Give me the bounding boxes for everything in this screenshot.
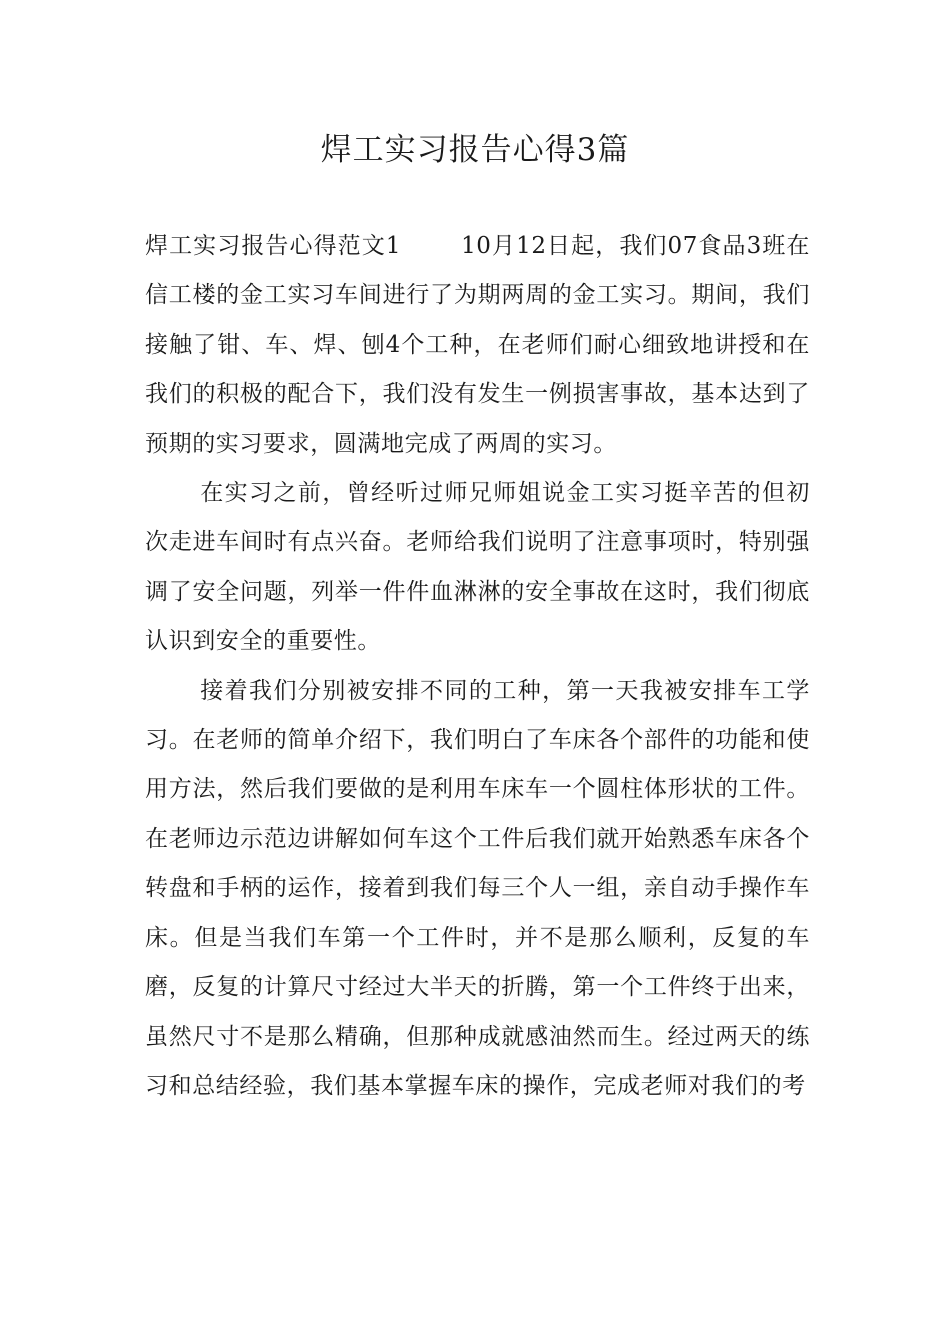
paragraph-1-text: 10月12日起，我们07食品3班在信工楼的金工实习车间进行了为期两周的金工实习。期间，我们接触了钳、车、焊、刨4个工种，在老师们耐心细致地讲授和在我们的积极的配合下，我们没有发生一例损害事故，基本达到了预期的实习要求，圆满地完成了两周的实习。 [145, 233, 810, 457]
paragraph-2: 在实习之前，曾经听过师兄师姐说金工实习挺辛苦的但初次走进车间时有点兴奋。老师给我们说明了注意事项时，特别强调了安全问题，列举一件件血淋淋的安全事故在这时，我们彻底认识到安全的重要性。 [145, 480, 810, 655]
document-body [145, 222, 810, 1111]
paragraph-1-lead: 焊工实习报告心得范文1 [145, 233, 402, 259]
paragraph-3: 接着我们分别被安排不同的工种，第一天我被安排车工学习。在老师的简单介绍下，我们明白了车床各个部件的功能和使用方法，然后我们要做的是利用车床车一个圆柱体形状的工件。在老师边示范边讲解如何车这个工件后我们就开始熟悉车床各个转盘和手柄的运作，接着到我们每三个人一组，亲自动手操作车床。但是当我们车第一个工件时，并不是那么顺利，反复的车磨，反复的计算尺寸经过大半天的折腾，第一个工件终于出来，虽然尺寸不是那么精确，但那种成就感油然而生。经过两天的练习和总结经验，我们基本掌握车床的操作，完成老师对我们的考 [145, 677, 810, 1099]
document-title: 焊工实习报告心得3篇 [320, 132, 630, 168]
paragraph-1 [145, 222, 810, 469]
